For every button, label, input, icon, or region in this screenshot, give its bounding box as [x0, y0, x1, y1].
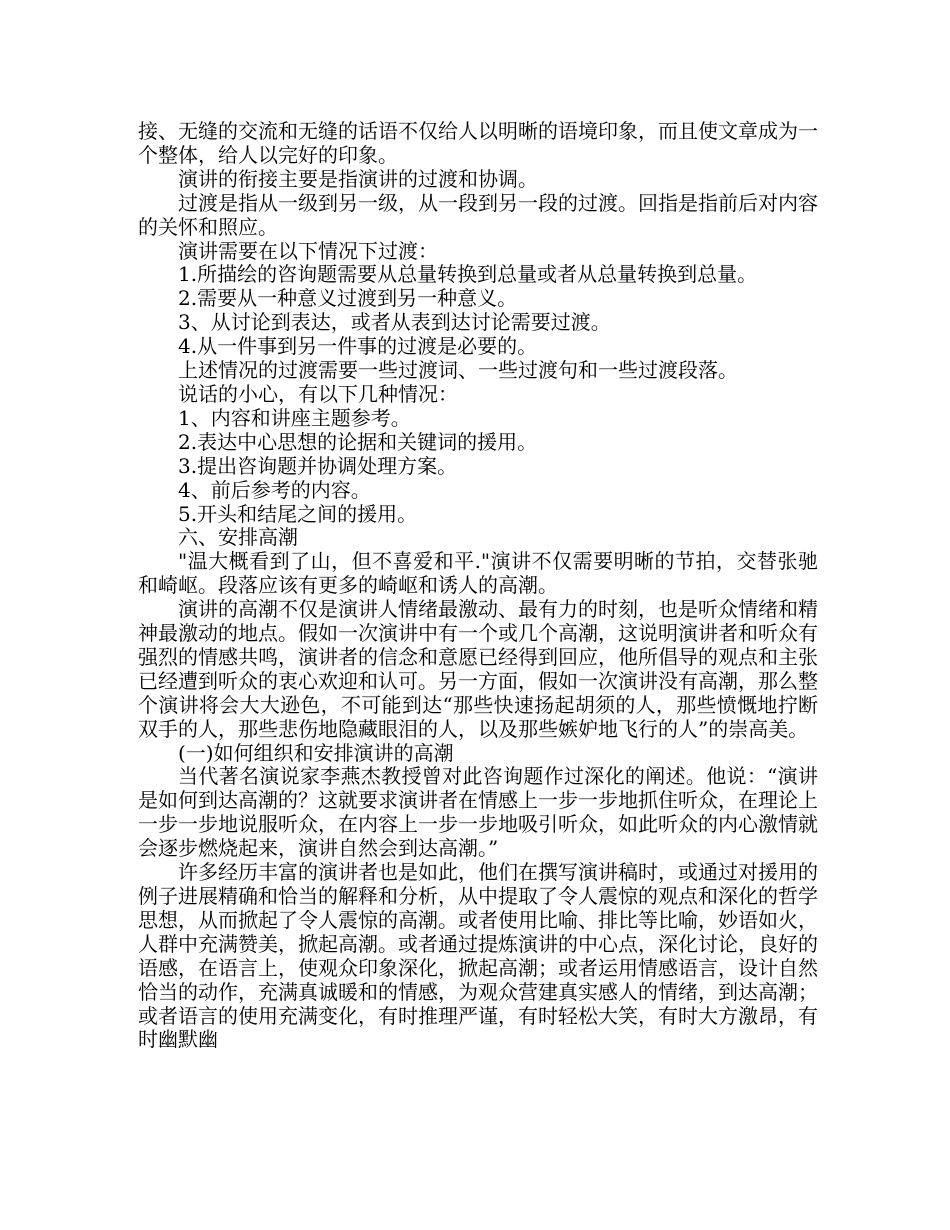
paragraph-6: 说话的小心，有以下几种情况：	[178, 381, 458, 406]
list-item-2: 2.需要从一种意义过渡到另一种意义。	[178, 286, 518, 311]
section-heading: 六、安排高潮	[178, 525, 298, 550]
paragraph-7: "温大概看到了山，但不喜爱和平."演讲不仅需要明晰的节拍，交替张驰和崎岖。段落应该有更多的崎岖和诱人的高潮。	[138, 549, 818, 598]
paragraph-10: 许多经历丰富的演讲者也是如此，他们在撰写演讲稿时，或通过对援用的例子进展精确和恰当的解释和分析，从中提取了令人震惊的观点和深化的哲学思想，从而掀起了令人震惊的高潮。或者使用比喻、排比等比喻，妙语如火，人群中充满赞美，掀起高潮。或者通过提炼演讲的中心点，深化讨论，良好的语感，在语言上，使观众印象深化，掀起高潮；或者运用情感语言，设计自然恰当的动作，充满真诚暖和的情感，为观众营建真实感人的情绪，到达高潮；或者语言的使用充满变化，有时推理严谨，有时轻松大笑，有时大方激昂，有时幽默幽	[138, 860, 818, 1052]
paragraph-3: 过渡是指从一级到另一级，从一段到另一段的过渡。回指是指前后对内容的关怀和照应。	[138, 190, 818, 239]
list-item-4: 4.从一件事到另一件事的过渡是必要的。	[178, 334, 538, 359]
list-item-6: 2.表达中心思想的论据和关键词的援用。	[178, 429, 538, 454]
subsection-heading: (一)如何组织和安排演讲的高潮	[178, 740, 454, 765]
paragraph-4: 演讲需要在以下情况下过渡：	[178, 238, 438, 263]
paragraph-2: 演讲的衔接主要是指演讲的过渡和协调。	[178, 166, 538, 191]
paragraph-9: 当代著名演说家李燕杰教授曾对此咨询题作过深化的阐述。他说：“演讲是如何到达高潮的？这就要求演讲者在情感上一步一步地抓住听众，在理论上一步一步地说服听众，在内容上一步一步地吸引听众，如此听众的内心激情就会逐步燃烧起来，演讲自然会到达高潮。”	[138, 764, 818, 861]
paragraph-5: 上述情况的过渡需要一些过渡词、一些过渡句和一些过渡段落。	[178, 358, 738, 383]
list-item-8: 4、前后参考的内容。	[178, 477, 371, 502]
list-item-9: 5.开头和结尾之间的援用。	[178, 501, 418, 526]
paragraph-1: 接、无缝的交流和无缝的话语不仅给人以明晰的语境印象，而且使文章成为一个整体，给人以完好的印象。	[138, 119, 818, 167]
list-item-5: 1、内容和讲座主题参考。	[178, 405, 411, 430]
list-item-7: 3.提出咨询题并协调处理方案。	[178, 453, 458, 478]
list-item-3: 3、从讨论到表达，或者从表到达讨论需要过渡。	[178, 310, 611, 335]
paragraph-8: 演讲的高潮不仅是演讲人情绪最激动、最有力的时刻，也是听众情绪和精神最激动的地点。假如一次演讲中有一个或几个高潮，这说明演讲者和听众有强烈的情感共鸣，演讲者的信念和意愿已经得到回应，他所倡导的观点和主张已经遭到听众的衷心欢迎和认可。另一方面，假如一次演讲没有高潮，那么整个演讲将会大大逊色，不可能到达“那些快速扬起胡须的人，那些愤慨地拧断双手的人，那些悲伤地隐藏眼泪的人，以及那些嫉妒地飞行的人”的崇高美。	[138, 597, 818, 741]
document-body	[138, 120, 818, 1052]
list-item-1: 1.所描绘的咨询题需要从总量转换到总量或者从总量转换到总量。	[178, 262, 758, 287]
